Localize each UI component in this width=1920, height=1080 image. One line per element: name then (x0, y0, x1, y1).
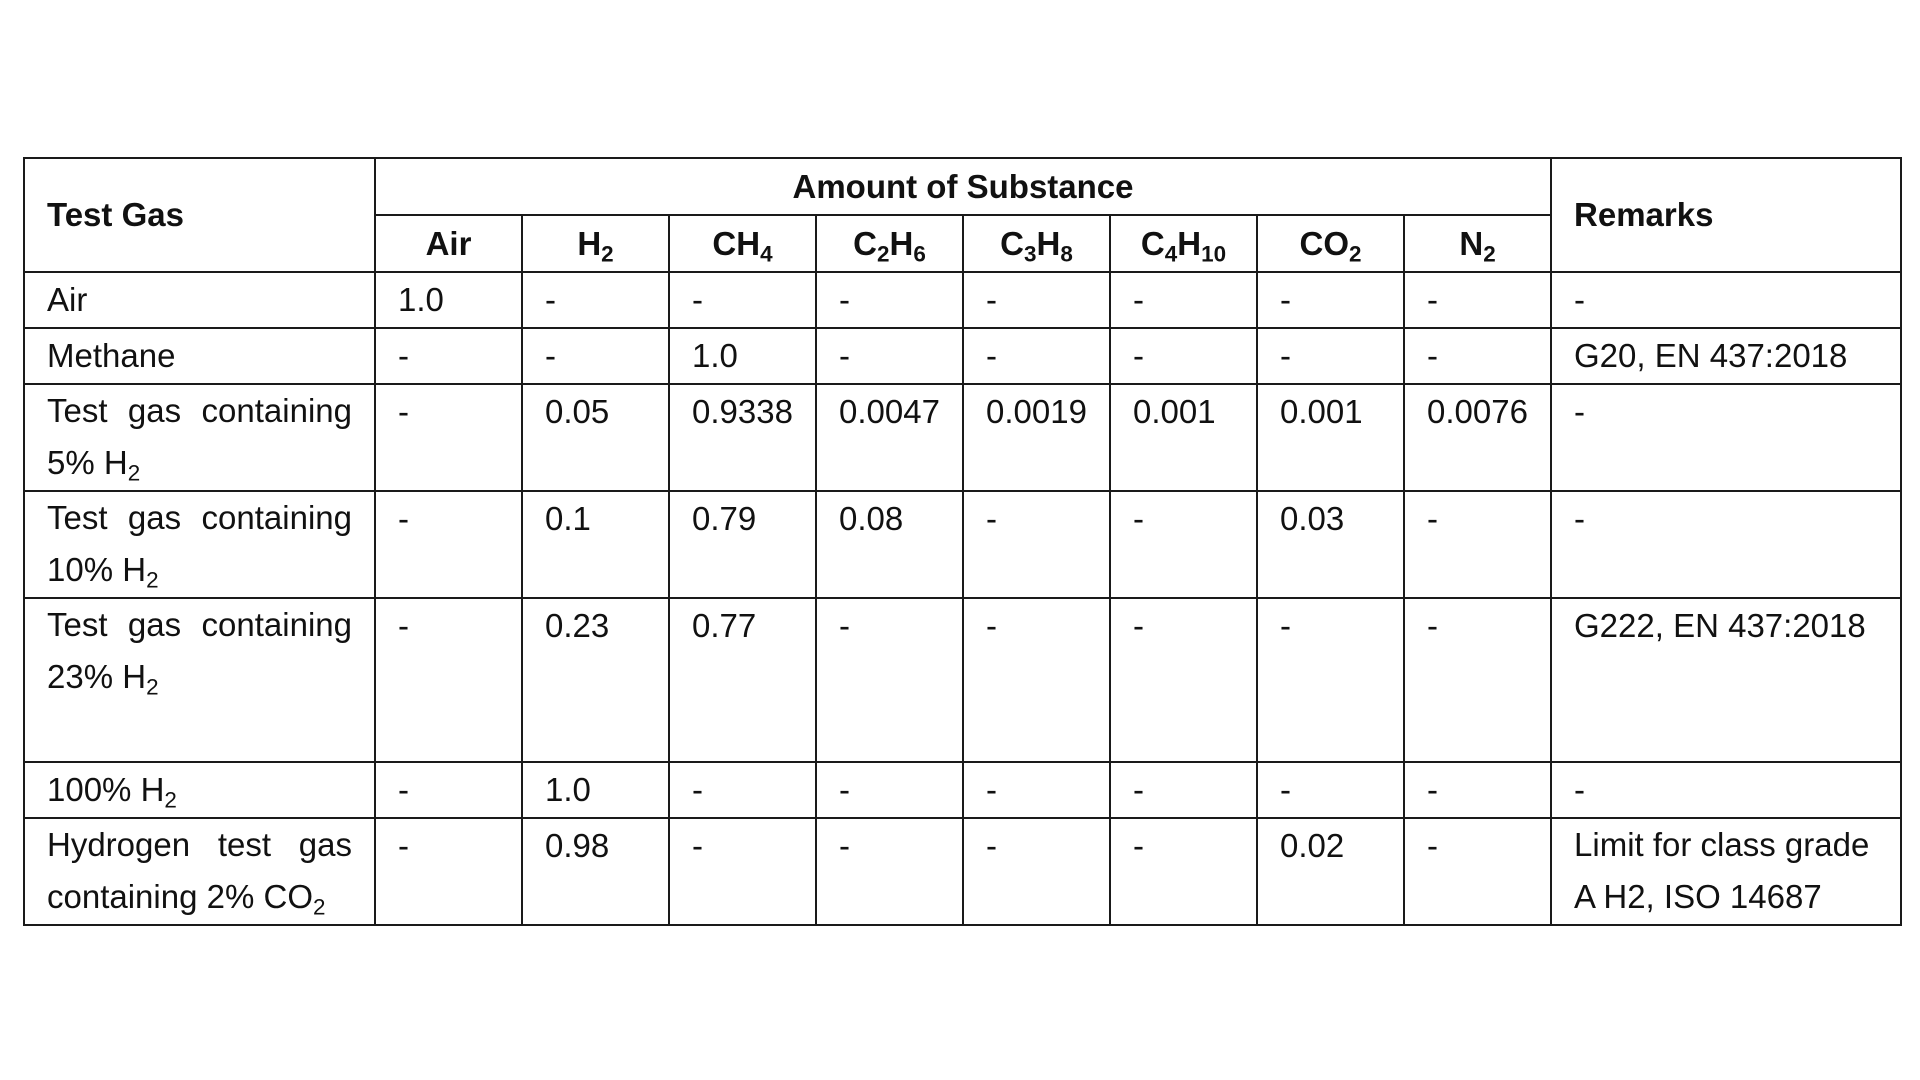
amount-cell (1257, 598, 1404, 762)
formula-subscript: 2 (601, 240, 614, 266)
amount-value: - (545, 337, 556, 374)
amount-value: - (1427, 337, 1438, 374)
remark-cell (1551, 491, 1901, 598)
amount-value: - (398, 827, 409, 864)
formula-subscript: 2 (146, 567, 159, 593)
test-gas-name-line2 (47, 651, 352, 703)
amount-value: 1.0 (692, 337, 738, 374)
amount-cell (963, 598, 1110, 762)
amount-cell (375, 818, 522, 925)
header-component-n2 (1404, 215, 1551, 272)
test-gas-name-cell (24, 762, 375, 818)
amount-cell (522, 328, 669, 384)
amount-cell (963, 818, 1110, 925)
test-gas-name-line1: Test gas containing (47, 392, 352, 429)
amount-value: - (1133, 281, 1144, 318)
amount-value: - (986, 500, 997, 537)
amount-value: - (1280, 607, 1291, 644)
table-row (24, 598, 1901, 762)
amount-value: 0.23 (545, 607, 610, 644)
formula-subscript: 2 (877, 240, 890, 266)
amount-cell (1257, 272, 1404, 328)
formula-subscript: 2 (164, 787, 177, 813)
remark-cell (1551, 272, 1901, 328)
header-component-co2 (1257, 215, 1404, 272)
test-gas-name-line2 (47, 544, 352, 596)
test-gas-name-cell (24, 598, 375, 762)
amount-cell (1257, 384, 1404, 491)
formula-part: Air (425, 224, 472, 262)
test-gas-name (47, 329, 175, 383)
amount-cell (375, 762, 522, 818)
test-gas-name-text: 100% H (47, 771, 165, 808)
amount-value: - (1427, 281, 1438, 318)
remark-text: G20, EN 437:2018 (1574, 337, 1848, 374)
amount-cell (1257, 491, 1404, 598)
amount-value: 0.001 (1133, 393, 1216, 430)
table-row (24, 762, 1901, 818)
remark-text: - (1574, 500, 1586, 537)
test-gas-name-cell (24, 384, 375, 491)
remark-cell (1551, 328, 1901, 384)
amount-cell (522, 272, 669, 328)
amount-value: 0.77 (692, 607, 757, 644)
test-gas-name-cell (24, 328, 375, 384)
amount-value: - (1133, 337, 1144, 374)
amount-value: - (1133, 500, 1144, 537)
amount-value: 0.08 (839, 500, 904, 537)
amount-value: - (398, 607, 409, 644)
amount-cell (963, 384, 1110, 491)
amount-cell (375, 272, 522, 328)
test-gas-name-line2-text: containing 2% CO (47, 878, 313, 915)
amount-cell (1404, 598, 1551, 762)
formula-part: H (889, 224, 914, 262)
amount-cell (816, 384, 963, 491)
amount-value: - (1280, 337, 1291, 374)
amount-value: 0.05 (545, 393, 610, 430)
amount-value: - (398, 337, 409, 374)
amount-value: - (1427, 827, 1438, 864)
formula-subscript: 4 (760, 240, 773, 266)
formula-part: H (1036, 224, 1061, 262)
remark-text: - (1574, 393, 1586, 430)
remark-cell (1551, 818, 1901, 925)
amount-cell (1257, 762, 1404, 818)
amount-value: - (839, 827, 850, 864)
amount-value: 0.001 (1280, 393, 1363, 430)
amount-cell (669, 272, 816, 328)
amount-cell (963, 762, 1110, 818)
amount-value: - (986, 337, 997, 374)
amount-value: 0.03 (1280, 500, 1345, 537)
test-gas-name-line2 (47, 871, 352, 923)
amount-cell (963, 272, 1110, 328)
amount-cell (816, 818, 963, 925)
test-gas-name-cell (24, 491, 375, 598)
amount-cell (669, 598, 816, 762)
test-gas-name-line2-text: 23% H (47, 658, 147, 695)
test-gas-table (23, 157, 1902, 926)
amount-value: 0.1 (545, 500, 591, 537)
formula-subscript: 10 (1201, 240, 1227, 266)
amount-cell (816, 272, 963, 328)
amount-cell (816, 491, 963, 598)
test-gas-name-text: Air (47, 281, 88, 318)
test-gas-name (47, 763, 177, 817)
amount-value: - (1427, 771, 1438, 808)
amount-value: - (1427, 607, 1438, 644)
header-test-gas (24, 158, 375, 272)
table-row (24, 272, 1901, 328)
amount-cell (1257, 328, 1404, 384)
header-remarks (1551, 158, 1901, 272)
formula-part: CO (1299, 224, 1349, 262)
amount-value: - (839, 337, 850, 374)
header-component-c4h10 (1110, 215, 1257, 272)
amount-value: 0.0076 (1427, 393, 1528, 430)
formula-part: H (577, 224, 602, 262)
amount-cell (522, 762, 669, 818)
table-row (24, 491, 1901, 598)
amount-value: - (692, 281, 703, 318)
formula-subscript: 3 (1024, 240, 1037, 266)
header-component-c3h8 (963, 215, 1110, 272)
table-row (24, 818, 1901, 925)
amount-value: - (1280, 771, 1291, 808)
test-gas-name-line2-text: 5% H (47, 444, 128, 481)
amount-cell (963, 328, 1110, 384)
amount-value: - (1133, 771, 1144, 808)
amount-cell (816, 328, 963, 384)
test-gas-name-line1: Test gas containing (47, 499, 352, 536)
test-gas-name-cell (24, 272, 375, 328)
amount-cell (1404, 384, 1551, 491)
remark-cell (1551, 384, 1901, 491)
formula-subscript: 4 (1164, 240, 1178, 266)
amount-cell (522, 491, 669, 598)
amount-value: - (1133, 607, 1144, 644)
amount-value: 1.0 (398, 281, 444, 318)
amount-value: - (692, 771, 703, 808)
amount-cell (669, 328, 816, 384)
formula-part: N (1459, 224, 1484, 262)
amount-value: - (839, 771, 850, 808)
amount-cell (522, 598, 669, 762)
amount-value: 0.9338 (692, 393, 793, 430)
amount-cell (669, 384, 816, 491)
formula-subscript: 6 (913, 240, 926, 266)
amount-value: - (398, 771, 409, 808)
amount-value: - (692, 827, 703, 864)
amount-value: - (986, 281, 997, 318)
amount-value: - (986, 607, 997, 644)
remark-text: Limit for class grade A H2, ISO 14687 (1574, 826, 1870, 915)
test-gas-name-line2 (47, 437, 352, 489)
amount-cell (522, 384, 669, 491)
formula-part: CH (712, 224, 761, 262)
header-component-ch4 (669, 215, 816, 272)
table-row (24, 328, 1901, 384)
test-gas-name-line1: Hydrogen test gas (47, 826, 352, 863)
amount-value: 0.02 (1280, 827, 1345, 864)
amount-cell (1110, 818, 1257, 925)
formula-subscript: 2 (1483, 240, 1496, 266)
amount-cell (1257, 818, 1404, 925)
remark-text: - (1574, 771, 1586, 808)
amount-cell (1404, 491, 1551, 598)
amount-cell (1110, 384, 1257, 491)
header-amount-of-substance-label: Amount of Substance (792, 167, 1134, 205)
amount-cell (1404, 272, 1551, 328)
formula-subscript: 8 (1060, 240, 1073, 266)
header-amount-of-substance (375, 158, 1551, 215)
amount-cell (375, 328, 522, 384)
test-gas-name-line2-text: 10% H (47, 551, 147, 588)
amount-value: 0.0019 (986, 393, 1087, 430)
test-gas-name (47, 273, 87, 327)
header-remarks-label: Remarks (1574, 196, 1714, 233)
header-component-c2h6 (816, 215, 963, 272)
amount-value: - (398, 500, 409, 537)
header-test-gas-label: Test Gas (47, 196, 184, 233)
test-gas-name-text: Methane (47, 337, 176, 374)
formula-part: C (853, 224, 878, 262)
formula-subscript: 2 (146, 674, 159, 700)
amount-value: - (1427, 500, 1438, 537)
remark-cell (1551, 762, 1901, 818)
amount-cell (816, 598, 963, 762)
amount-value: - (1280, 281, 1291, 318)
formula-part: C (1140, 224, 1165, 262)
amount-cell (669, 491, 816, 598)
amount-cell (375, 598, 522, 762)
remark-text: G222, EN 437:2018 (1574, 607, 1866, 644)
amount-cell (375, 384, 522, 491)
remark-text: - (1574, 281, 1586, 318)
table-body (24, 272, 1901, 925)
amount-cell (1110, 272, 1257, 328)
formula-subscript: 2 (1349, 240, 1362, 266)
amount-value: - (839, 281, 850, 318)
amount-cell (669, 818, 816, 925)
amount-cell (375, 491, 522, 598)
amount-value: 0.0047 (839, 393, 940, 430)
amount-cell (1110, 491, 1257, 598)
formula-part: H (1177, 224, 1202, 262)
amount-value: 1.0 (545, 771, 591, 808)
test-gas-name-cell (24, 818, 375, 925)
amount-cell (963, 491, 1110, 598)
amount-value: - (986, 771, 997, 808)
table-row (24, 384, 1901, 491)
amount-cell (669, 762, 816, 818)
amount-value: 0.98 (545, 827, 610, 864)
amount-value: - (986, 827, 997, 864)
amount-value: - (1133, 827, 1144, 864)
amount-value: - (398, 393, 409, 430)
amount-value: 0.79 (692, 500, 757, 537)
test-gas-name-line1: Test gas containing (47, 606, 352, 643)
header-component-h2 (522, 215, 669, 272)
amount-value: - (545, 281, 556, 318)
amount-cell (1404, 762, 1551, 818)
formula-subscript: 2 (127, 460, 141, 486)
header-component-air (375, 215, 522, 272)
remark-cell (1551, 598, 1901, 762)
amount-cell (522, 818, 669, 925)
amount-cell (1404, 818, 1551, 925)
amount-value: - (839, 607, 850, 644)
amount-cell (1110, 762, 1257, 818)
formula-part: C (1000, 224, 1025, 262)
amount-cell (1110, 328, 1257, 384)
formula-subscript: 2 (312, 894, 326, 920)
amount-cell (1404, 328, 1551, 384)
amount-cell (816, 762, 963, 818)
amount-cell (1110, 598, 1257, 762)
